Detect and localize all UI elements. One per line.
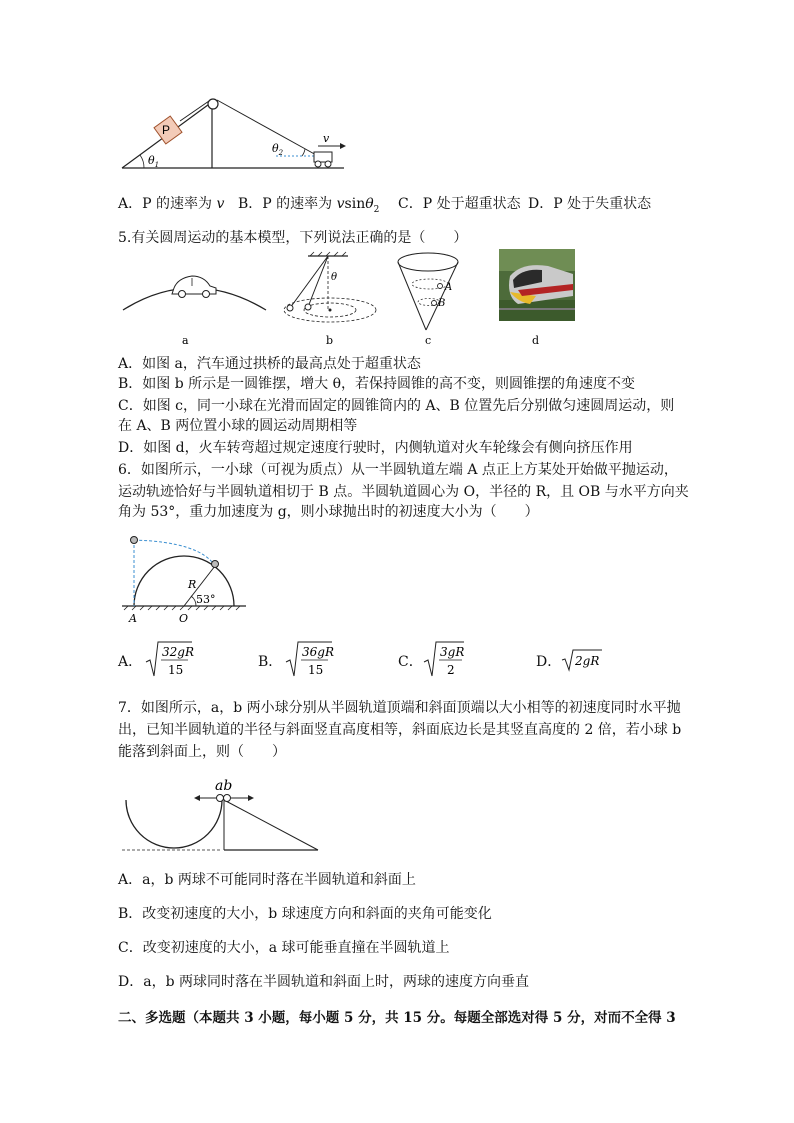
svg-text:2gR: 2gR <box>575 654 600 668</box>
svg-text:15: 15 <box>308 663 324 677</box>
svg-text:2: 2 <box>447 663 455 677</box>
q7-option-a: A．a，b 两球不可能同时落在半圆轨道和斜面上 <box>118 872 416 888</box>
q6-option-c-radical <box>422 640 466 680</box>
q6-stem-line1: 6．如图所示，一小球（可视为质点）从一半圆轨道左端 A 点正上方某处开始做平抛运动， <box>118 462 678 478</box>
q7-option-d: D．a，b 两球同时落在半圆轨道和斜面上时，两球的速度方向垂直 <box>118 974 529 990</box>
q6-fig-R: R <box>188 578 197 591</box>
q4-label-v: v <box>323 132 330 145</box>
svg-text:36gR: 36gR <box>302 645 334 659</box>
q4-pulley-figure <box>118 92 368 178</box>
q4-label-p: P <box>162 123 171 137</box>
q6-option-a-radical <box>144 640 194 680</box>
q4-theta2: $\theta_2$ <box>272 142 284 157</box>
q4-option-b: B．P 的速率为 vsinθ$_2$ <box>238 196 380 215</box>
q5-option-a: A．如图 a，汽车通过拱桥的最高点处于超重状态 <box>118 356 421 372</box>
q6-option-c-label: C． <box>398 654 423 670</box>
q5-fig-label-a: a <box>182 334 189 347</box>
q5-fig-theta: θ <box>331 272 338 283</box>
q6-option-b-radical <box>284 640 334 680</box>
q5-fig-A: A <box>445 282 453 293</box>
q7-figure <box>120 774 325 856</box>
q5-option-c-line1: C．如图 c，同一小球在光滑而固定的圆锥筒内的 A、B 位置先后分别做匀速圆周运动，则 <box>118 398 675 414</box>
q5-fig-label-c: c <box>425 334 432 347</box>
section-2-heading: 二、多选题（本题共 3 小题，每小题 5 分，共 15 分。每题全部选对得 5 分，对而不全得 3 <box>118 1010 676 1026</box>
q6-semicircle-figure <box>120 530 250 626</box>
q7-stem-line2: 出，已知半圆轨道的半径与斜面竖直高度相等，斜面底边长是其竖直高度的 2 倍，若小球 b <box>118 722 682 738</box>
q5-fig-B: B <box>438 298 446 309</box>
q5-fig-label-d: d <box>532 334 540 347</box>
q4-option-c: C．P 处于超重状态 <box>398 196 521 212</box>
svg-text:15: 15 <box>168 663 184 677</box>
q5-option-b: B．如图 b 所示是一圆锥摆，增大 θ，若保持圆锥的高不变，则圆锥摆的角速度不变 <box>118 376 636 392</box>
q4-option-d: D．P 处于失重状态 <box>528 196 652 212</box>
svg-text:32gR: 32gR <box>162 645 194 659</box>
q7-option-c: C．改变初速度的大小，a 球可能垂直撞在半圆轨道上 <box>118 940 450 956</box>
q5-fig-label-b: b <box>326 334 334 347</box>
q6-fig-O: O <box>179 612 189 625</box>
q7-stem-line1: 7．如图所示，a，b 两小球分别从半圆轨道顶端和斜面顶端以大小相等的初速度同时水平抛 <box>118 700 681 716</box>
svg-text:3gR: 3gR <box>440 645 465 659</box>
q6-fig-angle: 53° <box>196 593 216 606</box>
q7-option-b: B．改变初速度的大小，b 球速度方向和斜面的夹角可能变化 <box>118 906 492 922</box>
q4-option-a: A．P 的速率为 v <box>118 196 225 212</box>
q6-option-b-label: B． <box>258 654 283 670</box>
q5-option-d: D．如图 d，火车转弯超过规定速度行驶时，内侧轨道对火车轮缘会有侧向挤压作用 <box>118 440 633 456</box>
q7-fig-ab: ab <box>215 778 233 794</box>
q7-stem-line3: 能落到斜面上，则（ ） <box>118 744 286 760</box>
q5-stem: 5.有关圆周运动的基本模型，下列说法正确的是（ ） <box>118 230 468 246</box>
q5-figures <box>118 248 588 348</box>
q5-train-photo <box>499 249 575 321</box>
q6-option-a-label: A． <box>118 654 143 670</box>
q6-stem-line3: 角为 53°，重力加速度为 g，则小球抛出时的初速度大小为（ ） <box>118 504 539 520</box>
q5-option-c-line2: 在 A、B 两位置小球的圆运动周期相等 <box>118 418 358 434</box>
q4-theta1: $\theta_1$ <box>148 154 160 169</box>
q6-stem-line2: 运动轨迹恰好与半圆轨道相切于 B 点。半圆轨道圆心为 O，半径的 R，且 OB 与水平方向夹 <box>118 484 689 500</box>
q6-option-d-label: D． <box>536 654 562 670</box>
q6-fig-A: A <box>129 612 137 625</box>
q6-option-d-radical <box>560 648 604 672</box>
